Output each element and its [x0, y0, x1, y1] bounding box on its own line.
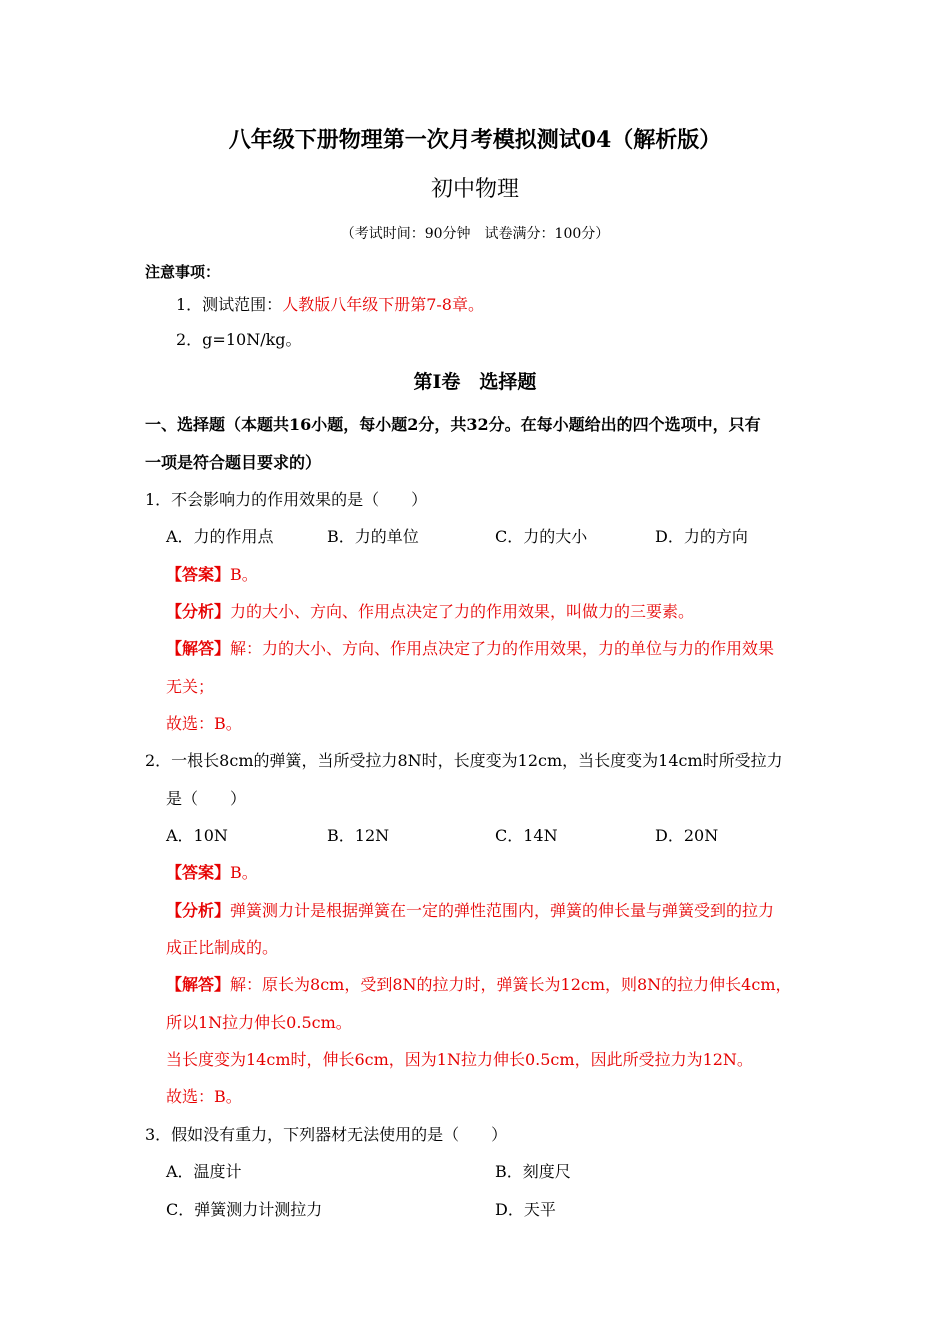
question-3-option-d: D．天平 [495, 1200, 556, 1219]
answer-value: B。 [230, 863, 258, 882]
question-1-option-c: C．力的大小 [495, 527, 588, 546]
question-2-solution-line2: 所以1N拉力伸长0.5cm。 [166, 1013, 352, 1032]
question-3-option-a: A．温度计 [166, 1162, 242, 1181]
question-3-option-b: B．刻度尺 [495, 1162, 571, 1181]
answer-value: B。 [230, 565, 258, 584]
question-1-option-d: D．力的方向 [655, 527, 748, 546]
notice-item-gravity: 2．g=10N/kg。 [176, 330, 302, 349]
answer-tag: 【答案】 [166, 565, 231, 584]
solution-text: 解：力的大小、方向、作用点决定了力的作用效果，力的单位与力的作用效果 [230, 639, 775, 658]
question-2-option-c: C．14N [495, 826, 558, 845]
question-1-answer [166, 564, 258, 586]
question-2-solution-line1 [166, 974, 792, 996]
question-1-stem: 1．不会影响力的作用效果的是（ ） [145, 490, 428, 509]
question-1-option-b: B．力的单位 [327, 527, 419, 546]
question-2-solution-line3: 当长度变为14cm时，伸长6cm，因为1N拉力伸长0.5cm，因此所受拉力为12N。 [166, 1050, 753, 1069]
solution-text: 解：原长为8cm，受到8N的拉力时，弹簧长为12cm，则8N的拉力伸长4cm， [230, 975, 792, 994]
question-2-option-d: D．20N [655, 826, 719, 845]
part-title: 第Ⅰ卷 选择题 [413, 371, 537, 393]
solution-tag: 【解答】 [166, 975, 231, 994]
section-instructions-line1: 一、选择题（本题共16小题，每小题2分，共32分。在每小题给出的四个选项中，只有 [145, 415, 761, 434]
question-1-conclusion: 故选：B。 [166, 714, 242, 733]
notice-item-scope [176, 294, 484, 316]
question-1-solution-line2: 无关； [166, 677, 215, 696]
question-2-analysis-line1 [166, 900, 774, 922]
question-2-analysis-line2: 成正比制成的。 [166, 938, 279, 957]
question-2-option-a: A．10N [166, 826, 228, 845]
question-2-option-b: B．12N [327, 826, 390, 845]
notice-heading: 注意事项： [145, 263, 221, 281]
analysis-text: 弹簧测力计是根据弹簧在一定的弹性范围内，弹簧的伸长量与弹簧受到的拉力 [230, 901, 775, 920]
solution-tag: 【解答】 [166, 639, 231, 658]
question-3-stem: 3．假如没有重力，下列器材无法使用的是（ ） [145, 1125, 508, 1144]
question-1-option-a: A．力的作用点 [166, 527, 274, 546]
section-instructions-line2: 一项是符合题目要求的） [145, 453, 322, 472]
answer-tag: 【答案】 [166, 863, 231, 882]
analysis-tag: 【分析】 [166, 602, 231, 621]
exam-info: （考试时间：90分钟 试卷满分：100分） [340, 226, 610, 242]
document-title: 八年级下册物理第一次月考模拟测试04（解析版） [228, 127, 722, 153]
analysis-text: 力的大小、方向、作用点决定了力的作用效果，叫做力的三要素。 [230, 602, 695, 621]
question-1-solution-line1 [166, 638, 774, 660]
question-2-stem-line2: 是（ ） [166, 789, 247, 808]
subject-title: 初中物理 [430, 177, 519, 202]
question-2-conclusion: 故选：B。 [166, 1087, 242, 1106]
question-2-answer [166, 862, 258, 884]
notice-item-scope-value: 人教版八年级下册第7-8章。 [282, 295, 484, 314]
question-2-stem-line1: 2．一根长8cm的弹簧，当所受拉力8N时，长度变为12cm，当长度变为14cm时所受拉力 [145, 751, 783, 770]
notice-item-scope-prefix: 1．测试范围： [176, 295, 283, 314]
analysis-tag: 【分析】 [166, 901, 231, 920]
question-1-analysis [166, 601, 694, 623]
question-3-option-c: C．弹簧测力计测拉力 [166, 1200, 323, 1219]
